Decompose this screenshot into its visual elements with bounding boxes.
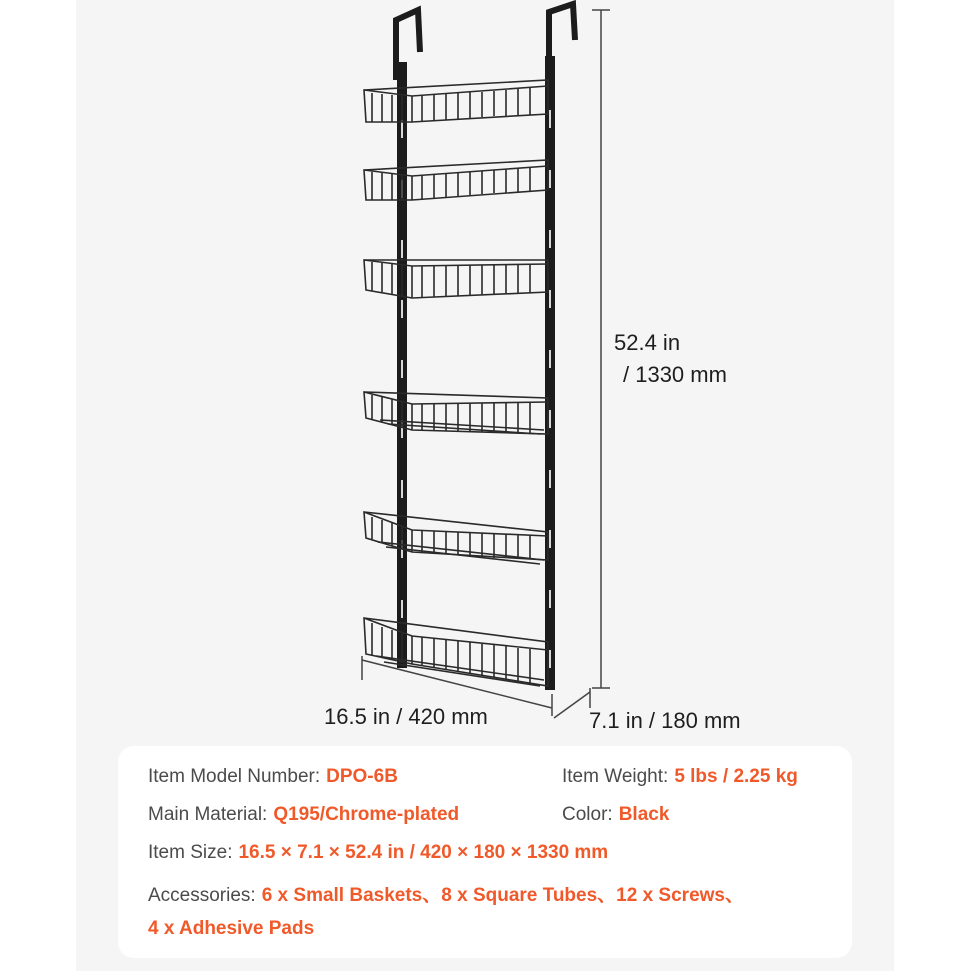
depth-dimension-label: 7.1 in / 180 mm: [589, 708, 741, 733]
height-dimension-label: [614, 327, 727, 391]
basket-2: [364, 160, 548, 200]
basket-4: [364, 392, 548, 434]
basket-6: [364, 618, 548, 686]
spec-label: Item Size:: [148, 842, 233, 863]
spec-label: Accessories:: [148, 885, 256, 906]
basket-5: [364, 512, 548, 564]
basket-1: [364, 80, 548, 122]
spec-size: [148, 842, 608, 864]
basket-3: [364, 260, 548, 298]
spec-value: 4 x Adhesive Pads: [148, 918, 315, 939]
depth-dimension-line: [554, 692, 590, 718]
spec-label: Item Model Number:: [148, 766, 321, 787]
right-hook: [549, 4, 575, 60]
spec-value: Q195/Chrome-plated: [273, 804, 460, 825]
post-slots: [401, 110, 551, 668]
spec-value: 16.5 × 7.1 × 52.4 in / 420 × 180 × 1330 mm: [238, 842, 609, 863]
spec-card: [118, 746, 852, 958]
spec-material: [148, 804, 459, 826]
spec-accessories-continued: [148, 918, 314, 940]
spec-value: DPO-6B: [326, 766, 398, 787]
spec-value: Black: [618, 804, 670, 825]
spec-value: 5 lbs / 2.25 kg: [674, 766, 798, 787]
spec-label: Main Material:: [148, 804, 268, 825]
spec-label: Color:: [562, 804, 613, 825]
spec-color: [562, 804, 669, 826]
spec-accessories: [148, 880, 744, 907]
spec-model: [148, 766, 398, 788]
height-mm: / 1330 mm: [623, 362, 727, 387]
spec-value: 6 x Small Baskets、8 x Square Tubes、12 x Screws、: [261, 885, 744, 906]
baskets: [364, 80, 548, 686]
spec-weight: [562, 766, 798, 788]
width-dimension-label: 16.5 in / 420 mm: [324, 704, 488, 729]
height-inches: 52.4 in: [614, 330, 681, 355]
spec-label: Item Weight:: [562, 766, 669, 787]
